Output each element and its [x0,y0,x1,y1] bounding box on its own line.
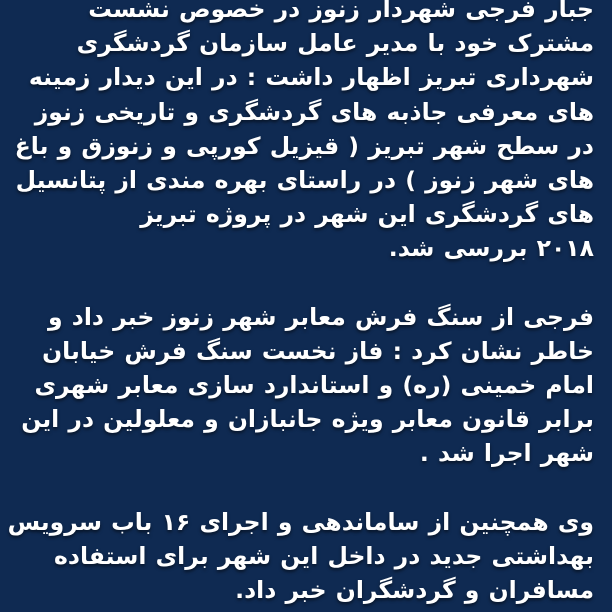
text-line: وی همچنین از ساماندهی و اجرای ۱۶ باب سرویس [7,507,594,536]
paragraph-spacer [18,471,594,505]
paragraph-meeting [14,0,594,266]
text-line: برابر قانون معابر ویژه جانبازان و معلولین در این [21,405,594,434]
text-line: ۲۰۱۸ بررسی شد. [388,234,594,263]
text-line: جبار فرجی شهردار زنوز در خصوص نشست [88,0,594,23]
text-line: در سطح شهر تبریز ( قیزیل کورپی و زنوزق و باغ [14,131,594,160]
text-line: مشترک خود با مدیر عامل سازمان گردشگری [76,29,594,58]
text-line: شهر اجرا شد . [419,439,594,468]
paragraph-paving [18,300,594,471]
text-line: امام خمینی (ره) و استاندارد سازی معابر شهری [34,371,594,400]
text-line: خاطر نشان کرد : فاز نخست سنگ فرش خیابان [42,336,594,365]
text-line: های معرفی جاذبه های گردشگری و تاریخی زنوز [34,97,594,126]
text-line: فرجی از سنگ فرش معابر شهر زنوز خبر داد و [47,302,594,331]
text-line: بهداشتی جدید در داخل این شهر برای استفاده [54,541,594,570]
paragraph-spacer [18,266,594,300]
paragraph-restrooms [7,505,594,608]
text-line: های گردشگری این شهر در پروژه تبریز [140,200,594,229]
text-line: مسافران و گردشگران خبر داد. [235,576,594,605]
article-text [7,0,594,607]
text-line: شهرداری تبریز اظهار داشت : در این دیدار زمینه [28,63,594,92]
text-line: های شهر زنوز ) در راستای بهره مندی از پتانسیل [15,166,594,195]
